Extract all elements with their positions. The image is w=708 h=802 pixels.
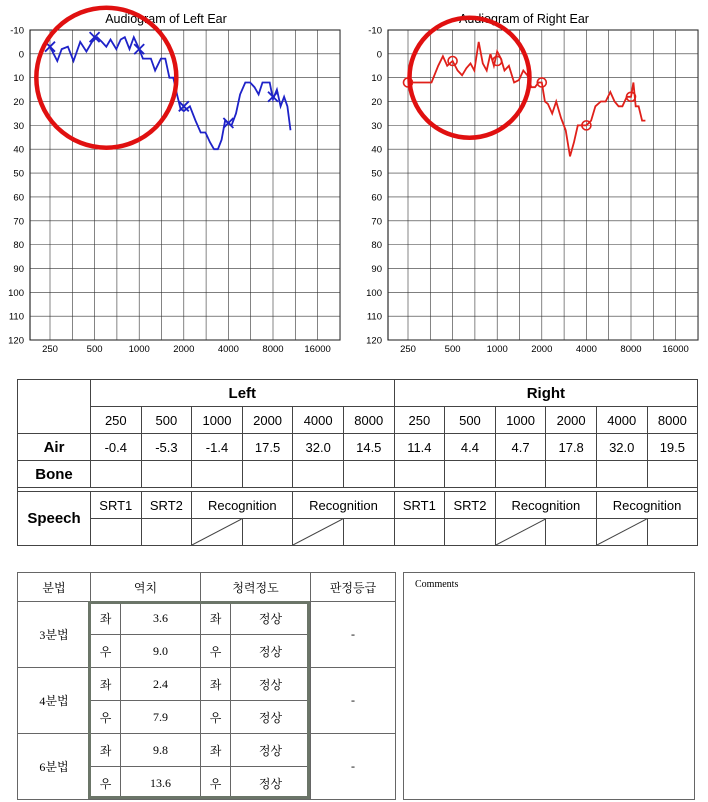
air-left-value: -0.4: [91, 434, 142, 461]
srt1-label: SRT1: [91, 492, 142, 519]
speech-cell: [242, 519, 293, 546]
recognition-diagonal-cell: [293, 519, 344, 546]
x-tick-label: 4000: [217, 344, 239, 355]
grade-header: 판정등급: [311, 573, 396, 602]
recognition-label: Recognition: [495, 492, 596, 519]
y-tick-label: 30: [13, 120, 24, 132]
freq-cell: 250: [394, 407, 445, 434]
method-label: 6분법: [18, 734, 91, 800]
y-tick-label: 0: [18, 49, 24, 61]
freq-cell: 8000: [343, 407, 394, 434]
right-mark: 우: [91, 767, 121, 800]
air-right-value: 11.4: [394, 434, 445, 461]
hearing-level-right: 정상: [231, 635, 311, 668]
right-mark: 우: [201, 635, 231, 668]
bone-cell: [91, 461, 142, 488]
srt1-label: SRT1: [394, 492, 445, 519]
freq-cell: 8000: [647, 407, 698, 434]
plot-frame: [30, 30, 340, 340]
x-tick-label: 250: [400, 344, 416, 355]
recognition-label: Recognition: [596, 492, 697, 519]
bone-cell: [394, 461, 445, 488]
y-tick-label: 40: [371, 144, 382, 156]
threshold-left: 2.4: [121, 668, 201, 701]
left-mark: 좌: [201, 668, 231, 701]
bone-cell: [445, 461, 496, 488]
method-label: 3분법: [18, 602, 91, 668]
air-right-value: 32.0: [596, 434, 647, 461]
method-header: 분법: [18, 573, 91, 602]
y-tick-label: 90: [13, 263, 24, 275]
y-tick-label: 90: [371, 263, 382, 275]
threshold-left: 9.8: [121, 734, 201, 767]
x-tick-label: 500: [86, 344, 103, 355]
left-mark: 좌: [91, 734, 121, 767]
y-tick-label: 80: [13, 240, 24, 252]
bone-cell: [242, 461, 293, 488]
bone-cell: [596, 461, 647, 488]
left-header: Left: [91, 380, 395, 407]
audiogram-svg: [0, 0, 350, 360]
right-mark: 우: [201, 701, 231, 734]
air-left-value: 32.0: [293, 434, 344, 461]
air-left-value: -5.3: [141, 434, 192, 461]
freq-cell: 1000: [192, 407, 243, 434]
bone-cell: [647, 461, 698, 488]
y-tick-label: -10: [368, 25, 382, 37]
freq-cell: 500: [141, 407, 192, 434]
y-tick-label: 10: [13, 73, 24, 85]
y-tick-label: 60: [371, 192, 382, 204]
y-tick-label: 70: [371, 216, 382, 228]
chart-title: Audiogram of Right Ear: [459, 12, 589, 26]
threshold-right: 9.0: [121, 635, 201, 668]
right-header: Right: [394, 380, 698, 407]
speech-cell: [343, 519, 394, 546]
y-tick-label: 50: [13, 168, 24, 180]
air-left-value: 14.5: [343, 434, 394, 461]
left-mark: 좌: [201, 734, 231, 767]
y-tick-label: 50: [371, 168, 382, 180]
freq-cell: 4000: [596, 407, 647, 434]
threshold-header: 역치: [91, 573, 201, 602]
right-mark: 우: [91, 635, 121, 668]
right-mark: 우: [201, 767, 231, 800]
speech-cell: [647, 519, 698, 546]
x-tick-label: 16000: [304, 344, 331, 355]
freq-cell: 2000: [546, 407, 597, 434]
bone-cell: [192, 461, 243, 488]
air-right-value: 19.5: [647, 434, 698, 461]
x-tick-label: 4000: [575, 344, 597, 355]
y-tick-label: 0: [376, 49, 382, 61]
grade-value: -: [311, 668, 396, 734]
grade-value: -: [311, 734, 396, 800]
threshold-right: 7.9: [121, 701, 201, 734]
recognition-diagonal-cell: [596, 519, 647, 546]
recognition-label: Recognition: [293, 492, 394, 519]
srt2-label: SRT2: [141, 492, 192, 519]
right-ear-audiogram: [358, 0, 708, 360]
recognition-diagonal-cell: [495, 519, 546, 546]
x-tick-label: 16000: [662, 344, 689, 355]
chart-title: Audiogram of Left Ear: [105, 12, 227, 26]
freq-cell: 1000: [495, 407, 546, 434]
bone-cell: [343, 461, 394, 488]
air-right-value: 4.4: [445, 434, 496, 461]
bone-cell: [141, 461, 192, 488]
left-ear-audiogram: [0, 0, 350, 360]
grade-table: [17, 572, 396, 800]
y-tick-label: 60: [13, 192, 24, 204]
speech-cell: [141, 519, 192, 546]
air-label: Air: [18, 434, 91, 461]
comments-box: [403, 572, 695, 800]
threshold-right: 13.6: [121, 767, 201, 800]
hearing-level-right: 정상: [231, 701, 311, 734]
right-mark: 우: [91, 701, 121, 734]
y-tick-label: 40: [13, 144, 24, 156]
speech-label: Speech: [18, 492, 91, 546]
hearing-level-header: 청력정도: [201, 573, 311, 602]
x-tick-label: 250: [42, 344, 58, 355]
corner-cell: [18, 380, 91, 434]
comments-label: Comments: [415, 579, 459, 590]
hearing-level-left: 정상: [231, 602, 311, 635]
speech-cell: [546, 519, 597, 546]
x-tick-label: 1000: [128, 344, 150, 355]
speech-cell: [445, 519, 496, 546]
left-mark: 좌: [91, 668, 121, 701]
bone-label: Bone: [18, 461, 91, 488]
hearing-level-left: 정상: [231, 668, 311, 701]
recognition-label: Recognition: [192, 492, 293, 519]
freq-cell: 2000: [242, 407, 293, 434]
x-tick-label: 1000: [486, 344, 508, 355]
bone-cell: [293, 461, 344, 488]
bone-cell: [495, 461, 546, 488]
results-table: [17, 379, 698, 546]
air-left-value: -1.4: [192, 434, 243, 461]
speech-cell: [394, 519, 445, 546]
y-tick-label: 10: [371, 73, 382, 85]
air-right-value: 4.7: [495, 434, 546, 461]
air-right-value: 17.8: [546, 434, 597, 461]
method-label: 4분법: [18, 668, 91, 734]
hearing-level-right: 정상: [231, 767, 311, 800]
y-tick-label: -10: [10, 25, 24, 37]
x-tick-label: 500: [444, 344, 461, 355]
freq-cell: 500: [445, 407, 496, 434]
threshold-left: 3.6: [121, 602, 201, 635]
left-mark: 좌: [201, 602, 231, 635]
recognition-diagonal-cell: [192, 519, 243, 546]
y-tick-label: 100: [8, 287, 24, 299]
y-tick-label: 30: [371, 120, 382, 132]
hearing-level-left: 정상: [231, 734, 311, 767]
y-tick-label: 120: [366, 335, 382, 347]
grade-value: -: [311, 602, 396, 668]
air-left-value: 17.5: [242, 434, 293, 461]
left-mark: 좌: [91, 602, 121, 635]
speech-cell: [91, 519, 142, 546]
y-tick-label: 120: [8, 335, 24, 347]
srt2-label: SRT2: [445, 492, 496, 519]
audiogram-svg: [358, 0, 708, 360]
bone-cell: [546, 461, 597, 488]
y-tick-label: 20: [13, 97, 24, 109]
x-tick-label: 8000: [262, 344, 284, 355]
y-tick-label: 70: [13, 216, 24, 228]
y-tick-label: 80: [371, 240, 382, 252]
y-tick-label: 20: [371, 97, 382, 109]
y-tick-label: 100: [366, 287, 382, 299]
y-tick-label: 110: [8, 311, 24, 323]
y-tick-label: 110: [366, 311, 382, 323]
freq-cell: 4000: [293, 407, 344, 434]
x-tick-label: 2000: [531, 344, 553, 355]
x-tick-label: 2000: [173, 344, 195, 355]
x-tick-label: 8000: [620, 344, 642, 355]
freq-cell: 250: [91, 407, 142, 434]
